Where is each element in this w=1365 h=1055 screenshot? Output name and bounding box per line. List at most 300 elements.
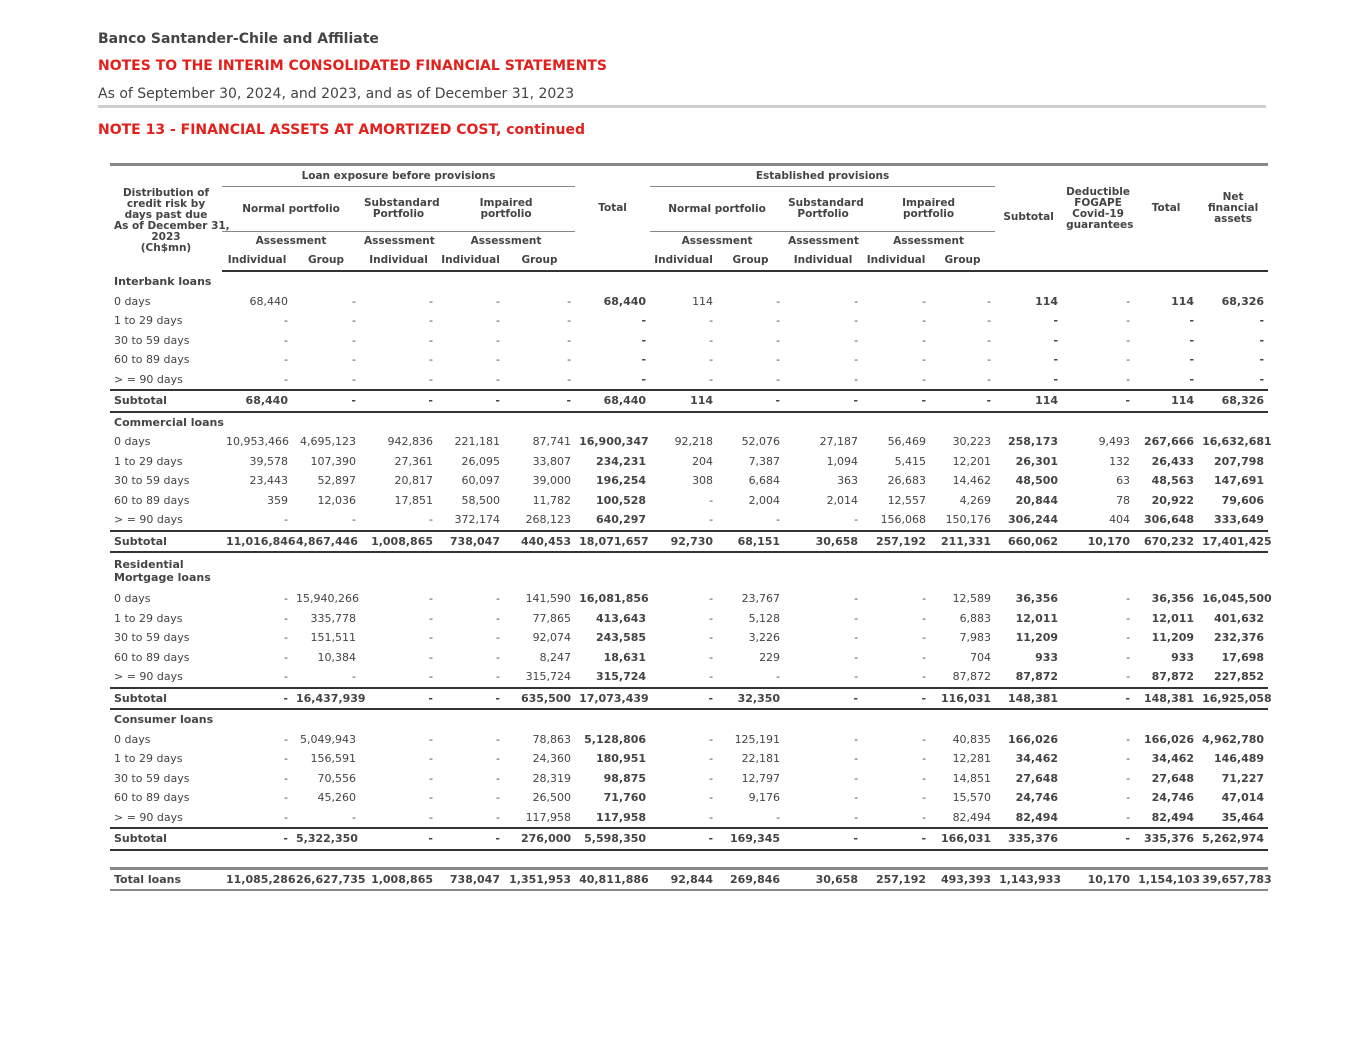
table-cell: - xyxy=(854,592,859,606)
section-header xyxy=(110,709,1268,730)
table-cell: 27,648 xyxy=(1015,771,1059,785)
table-cell: 98,875 xyxy=(603,771,647,785)
table-cell: - xyxy=(1126,611,1131,625)
table-cell: - xyxy=(922,353,927,367)
table-cell: - xyxy=(709,752,714,766)
table-cell: - xyxy=(429,611,433,625)
table-cell: 234,231 xyxy=(595,454,647,468)
row-label: 30 to 59 days xyxy=(114,333,190,347)
table-cell: 68,326 xyxy=(1198,390,1268,412)
table-cell: - xyxy=(496,333,500,347)
table-cell: 315,724 xyxy=(595,670,647,684)
table-cell: - xyxy=(1062,390,1134,412)
table-cell: 14,462 xyxy=(952,474,992,488)
table-cell: - xyxy=(360,688,437,710)
table-cell: - xyxy=(854,752,859,766)
table-cell: - xyxy=(352,353,356,367)
row-label: 60 to 89 days xyxy=(114,493,190,507)
table-cell: 40,835 xyxy=(952,732,992,746)
table-cell: 2,014 xyxy=(826,493,859,507)
table-cell: - xyxy=(1189,372,1195,386)
table-cell: 26,500 xyxy=(532,791,572,805)
table-cell: 413,643 xyxy=(595,611,647,625)
table-cell: 26,095 xyxy=(461,454,500,468)
table-cell: 114 xyxy=(1134,390,1198,412)
table-cell: 27,648 xyxy=(1151,771,1195,785)
row-label: Subtotal xyxy=(110,390,222,412)
table-cell: 227,852 xyxy=(1213,670,1265,684)
row-label: 1 to 29 days xyxy=(114,752,183,766)
table-cell: - xyxy=(854,670,859,684)
table-cell: - xyxy=(641,353,647,367)
table-cell: - xyxy=(922,771,927,785)
table-cell: 4,867,446 xyxy=(292,531,360,553)
table-cell: - xyxy=(1126,372,1131,386)
table-cell: - xyxy=(352,372,356,386)
table-cell: - xyxy=(429,791,433,805)
table-cell: 276,000 xyxy=(504,828,575,850)
table-cell: 147,691 xyxy=(1213,474,1265,488)
table-cell: - xyxy=(922,314,927,328)
table-cell: 116,031 xyxy=(930,688,995,710)
table-cell: 12,011 xyxy=(1151,611,1195,625)
table-cell: - xyxy=(284,791,288,805)
table-cell: - xyxy=(776,294,781,308)
table-row xyxy=(110,452,1268,472)
table-cell: - xyxy=(922,810,927,824)
table-cell: - xyxy=(1189,353,1195,367)
table-cell: 12,036 xyxy=(317,493,356,507)
table-cell: - xyxy=(496,771,500,785)
table-cell: - xyxy=(222,688,292,710)
table-cell: 32,350 xyxy=(717,688,784,710)
table-cell: 92,730 xyxy=(650,531,717,553)
table-cell: 132 xyxy=(1109,454,1131,468)
assessment-header: Assessment xyxy=(681,235,753,247)
table-cell: - xyxy=(1189,333,1195,347)
table-cell: 20,844 xyxy=(1015,493,1059,507)
table-cell: - xyxy=(1259,353,1265,367)
table-cell: - xyxy=(709,611,714,625)
table-cell: - xyxy=(352,314,356,328)
table-row xyxy=(110,471,1268,491)
table-cell: 440,453 xyxy=(504,531,575,553)
table-cell: - xyxy=(284,752,288,766)
table-cell: 180,951 xyxy=(595,752,647,766)
table-cell: 125,191 xyxy=(734,732,781,746)
table-row xyxy=(110,648,1268,668)
table-row xyxy=(110,510,1268,531)
table-cell: 151,511 xyxy=(310,631,356,645)
table-cell: 16,437,939 xyxy=(292,688,360,710)
table-cell: 11,782 xyxy=(532,493,572,507)
table-cell: 12,797 xyxy=(741,771,781,785)
table-cell: - xyxy=(650,688,717,710)
row-label: 1 to 29 days xyxy=(114,611,183,625)
table-row xyxy=(110,491,1268,511)
impaired-header: Impaired portfolio xyxy=(437,187,575,232)
table-cell: - xyxy=(1126,732,1131,746)
table-cell: - xyxy=(776,670,781,684)
table-cell: 40,811,886 xyxy=(575,868,650,890)
table-cell: 24,746 xyxy=(1015,791,1059,805)
table-cell: - xyxy=(429,810,433,824)
table-cell: - xyxy=(1259,333,1265,347)
table-cell: 5,128 xyxy=(748,611,781,625)
table-cell: 87,872 xyxy=(1015,670,1059,684)
table-cell: 9,493 xyxy=(1098,435,1131,449)
table-cell: 10,170 xyxy=(1062,531,1134,553)
table-cell: 47,014 xyxy=(1221,791,1265,805)
row-label: 60 to 89 days xyxy=(114,791,190,805)
table-cell: - xyxy=(496,670,500,684)
table-row xyxy=(110,769,1268,789)
row-label: > = 90 days xyxy=(114,670,183,684)
table-cell: 258,173 xyxy=(1007,435,1059,449)
table-cell: - xyxy=(496,650,500,664)
section-title: Residential Mortgage loans xyxy=(114,558,211,584)
table-cell: 9,176 xyxy=(748,791,781,805)
section-title: Commercial loans xyxy=(114,415,224,429)
table-cell: 166,026 xyxy=(1143,732,1195,746)
table-cell: 24,746 xyxy=(1151,791,1195,805)
table-cell: 117,958 xyxy=(525,810,572,824)
table-cell: 221,181 xyxy=(454,435,500,449)
table-cell: - xyxy=(987,353,992,367)
table-cell: - xyxy=(284,333,288,347)
prov-substandard-header: Substandard Portfolio xyxy=(784,187,862,232)
row-label: 0 days xyxy=(114,592,151,606)
table-cell: 45,260 xyxy=(317,791,356,805)
table-cell: - xyxy=(360,390,437,412)
table-cell: - xyxy=(567,372,572,386)
table-cell: 63 xyxy=(1116,474,1131,488)
table-cell: 16,632,681 xyxy=(1202,435,1272,449)
table-cell: 11,209 xyxy=(1015,631,1059,645)
table-cell: - xyxy=(784,390,862,412)
table-cell: - xyxy=(429,294,433,308)
table-cell: - xyxy=(717,390,784,412)
row-label: 0 days xyxy=(114,435,151,449)
table-cell: 17,698 xyxy=(1221,650,1265,664)
row-label: 60 to 89 days xyxy=(114,650,190,664)
assessment-header: Assessment xyxy=(470,235,542,247)
table-cell: - xyxy=(222,828,292,850)
table-cell: 12,589 xyxy=(952,592,992,606)
table-cell: 11,085,286 xyxy=(222,868,292,890)
table-cell: - xyxy=(987,333,992,347)
row-label: 0 days xyxy=(114,732,151,746)
table-cell: - xyxy=(776,314,781,328)
table-cell: - xyxy=(1126,631,1131,645)
row-label: 30 to 59 days xyxy=(114,631,190,645)
table-cell: 20,922 xyxy=(1151,493,1195,507)
fogape-header: Deductible FOGAPE Covid-19 guarantees xyxy=(1062,165,1134,252)
table-cell: 36,356 xyxy=(1151,592,1195,606)
table-cell: 87,872 xyxy=(952,670,992,684)
table-cell: - xyxy=(784,828,862,850)
table-cell: 68,440 xyxy=(603,294,647,308)
table-cell: 738,047 xyxy=(437,868,504,890)
section-title: Consumer loans xyxy=(114,713,214,727)
table-cell: 306,244 xyxy=(1007,513,1059,527)
table-cell: 39,000 xyxy=(532,474,572,488)
table-cell: - xyxy=(429,333,433,347)
table-cell: - xyxy=(641,333,647,347)
assessment-header: Assessment xyxy=(255,235,327,247)
table-cell: 68,326 xyxy=(1221,294,1265,308)
table-cell: - xyxy=(709,353,714,367)
table-cell: - xyxy=(496,810,500,824)
table-cell: - xyxy=(429,314,433,328)
section-title: Interbank loans xyxy=(114,275,212,289)
group-header: Group xyxy=(717,251,784,271)
table-cell: 5,049,943 xyxy=(300,732,356,746)
table-cell: 7,387 xyxy=(748,454,781,468)
row-label: Subtotal xyxy=(110,828,222,850)
table-cell: 23,767 xyxy=(741,592,781,606)
assessment-header: Assessment xyxy=(364,235,435,247)
table-cell: - xyxy=(429,353,433,367)
table-cell: 942,836 xyxy=(387,435,433,449)
table-cell: - xyxy=(1259,372,1265,386)
row-label: 30 to 59 days xyxy=(114,474,190,488)
table-cell: - xyxy=(284,592,288,606)
table-cell: 26,433 xyxy=(1151,454,1195,468)
table-cell: 56,469 xyxy=(887,435,927,449)
table-cell: - xyxy=(709,592,714,606)
table-cell: - xyxy=(854,314,859,328)
table-cell: 39,578 xyxy=(249,454,288,468)
table-cell: 114 xyxy=(1035,294,1059,308)
total-provisions-header: Total xyxy=(1134,165,1198,252)
table-row xyxy=(110,788,1268,808)
table-cell: - xyxy=(429,650,433,664)
table-cell: 4,962,780 xyxy=(1202,732,1265,746)
table-cell: 16,081,856 xyxy=(579,592,649,606)
table-cell: - xyxy=(1126,294,1131,308)
table-cell: - xyxy=(284,372,288,386)
table-cell: 660,062 xyxy=(995,531,1062,553)
table-cell: 48,563 xyxy=(1151,474,1195,488)
table-cell: 169,345 xyxy=(717,828,784,850)
table-cell: 315,724 xyxy=(525,670,572,684)
table-cell: - xyxy=(567,314,572,328)
table-cell: - xyxy=(862,390,930,412)
table-cell: 36,356 xyxy=(1015,592,1059,606)
table-cell: - xyxy=(862,688,930,710)
company-name: Banco Santander-Chile and Affiliate xyxy=(98,31,379,47)
table-cell: 92,844 xyxy=(650,868,717,890)
table-cell: 68,440 xyxy=(249,294,288,308)
individual-header: Individual xyxy=(437,251,504,271)
table-cell: - xyxy=(922,592,927,606)
table-cell: 1,008,865 xyxy=(360,531,437,553)
table-cell: 17,851 xyxy=(394,493,433,507)
table-cell: - xyxy=(922,732,927,746)
table-cell: - xyxy=(709,650,714,664)
table-cell: - xyxy=(1053,333,1059,347)
table-cell: - xyxy=(292,390,360,412)
table-cell: - xyxy=(709,493,714,507)
table-cell: - xyxy=(352,294,356,308)
table-cell: - xyxy=(437,688,504,710)
table-cell: - xyxy=(1126,353,1131,367)
table-cell: - xyxy=(922,791,927,805)
table-cell: - xyxy=(854,333,859,347)
table-cell: 78 xyxy=(1116,493,1131,507)
table-cell: - xyxy=(352,333,356,347)
normal-portfolio-header: Normal portfolio xyxy=(222,187,360,232)
table-cell: - xyxy=(854,353,859,367)
table-cell: 22,181 xyxy=(741,752,781,766)
table-cell: 26,301 xyxy=(1015,454,1059,468)
table-cell: 156,591 xyxy=(310,752,356,766)
table-cell: 5,598,350 xyxy=(575,828,650,850)
table-cell: - xyxy=(496,791,500,805)
note-title: NOTE 13 - FINANCIAL ASSETS AT AMORTIZED COST, continued xyxy=(98,122,586,138)
table-cell: - xyxy=(567,353,572,367)
table-cell: 114 xyxy=(650,390,717,412)
table-cell: - xyxy=(709,670,714,684)
table-cell: 335,376 xyxy=(995,828,1062,850)
table-cell: 6,684 xyxy=(748,474,781,488)
table-cell: - xyxy=(854,611,859,625)
table-cell: 166,031 xyxy=(930,828,995,850)
table-cell: 71,227 xyxy=(1221,771,1265,785)
table-cell: 3,226 xyxy=(748,631,781,645)
row-label: Subtotal xyxy=(110,531,222,553)
total-header-blank xyxy=(575,251,650,271)
table-cell: - xyxy=(429,372,433,386)
table-cell: - xyxy=(987,294,992,308)
table-cell: 87,872 xyxy=(1151,670,1195,684)
table-cell: 204 xyxy=(692,454,714,468)
table-cell: 34,462 xyxy=(1015,752,1059,766)
table-cell: 640,297 xyxy=(595,513,647,527)
table-cell: - xyxy=(709,314,714,328)
table-cell: 933 xyxy=(1035,650,1059,664)
table-cell: 20,817 xyxy=(394,474,433,488)
table-cell: 48,500 xyxy=(1015,474,1059,488)
table-cell: 30,223 xyxy=(952,435,992,449)
table-cell: - xyxy=(776,513,781,527)
table-cell: - xyxy=(1126,592,1131,606)
table-row xyxy=(110,589,1268,609)
table-cell: 35,464 xyxy=(1221,810,1265,824)
table-cell: - xyxy=(1062,688,1134,710)
table-cell: 28,319 xyxy=(532,771,572,785)
table-cell: - xyxy=(776,353,781,367)
table-cell: 23,443 xyxy=(249,474,288,488)
table-cell: 30,658 xyxy=(784,868,862,890)
table-cell: 77,865 xyxy=(532,611,572,625)
table-cell: 363 xyxy=(837,474,859,488)
table-cell: 11,016,846 xyxy=(222,531,292,553)
table-cell: 15,940,266 xyxy=(296,592,359,606)
row-label: 0 days xyxy=(114,294,151,308)
table-cell: 359 xyxy=(267,493,288,507)
table-cell: - xyxy=(854,631,859,645)
table-cell: - xyxy=(1126,791,1131,805)
table-cell: - xyxy=(284,631,288,645)
table-cell: 114 xyxy=(1171,294,1195,308)
table-cell: - xyxy=(1259,314,1265,328)
row-label: > = 90 days xyxy=(114,810,183,824)
table-cell: - xyxy=(922,631,927,645)
table-cell: - xyxy=(650,828,717,850)
table-cell: 4,269 xyxy=(959,493,992,507)
row-label: 60 to 89 days xyxy=(114,353,190,367)
table-cell: - xyxy=(922,372,927,386)
table-row xyxy=(110,749,1268,769)
table-cell: 333,649 xyxy=(1213,513,1265,527)
table-cell: - xyxy=(496,732,500,746)
table-cell: - xyxy=(776,333,781,347)
table-cell: 58,500 xyxy=(461,493,500,507)
table-cell: - xyxy=(284,771,288,785)
table-cell: 211,331 xyxy=(930,531,995,553)
table-cell: - xyxy=(776,372,781,386)
table-cell: 14,851 xyxy=(952,771,992,785)
table-cell: - xyxy=(709,513,714,527)
row-label: 1 to 29 days xyxy=(114,454,183,468)
table-cell: 11,209 xyxy=(1151,631,1195,645)
table-cell: 16,045,500 xyxy=(1202,592,1272,606)
table-cell: 71,760 xyxy=(603,791,647,805)
group-header: Group xyxy=(930,251,995,271)
individual-header: Individual xyxy=(650,251,717,271)
table-cell: 267,666 xyxy=(1143,435,1195,449)
table-cell: - xyxy=(641,372,647,386)
table-cell: - xyxy=(429,631,433,645)
table-cell: - xyxy=(496,631,500,645)
table-cell: - xyxy=(567,333,572,347)
table-cell: - xyxy=(862,828,930,850)
table-cell: - xyxy=(352,670,356,684)
table-cell: 1,351,953 xyxy=(504,868,575,890)
section-header xyxy=(110,412,1268,433)
table-cell: 16,925,058 xyxy=(1198,688,1268,710)
table-cell: 114 xyxy=(692,294,714,308)
table-cell: - xyxy=(284,650,288,664)
table-cell: 12,011 xyxy=(1015,611,1059,625)
table-cell: 107,390 xyxy=(310,454,356,468)
table-cell: 92,218 xyxy=(674,435,714,449)
table-cell: 5,322,350 xyxy=(292,828,360,850)
notes-title: NOTES TO THE INTERIM CONSOLIDATED FINANCIAL STATEMENTS xyxy=(98,58,607,74)
table-cell: 5,415 xyxy=(894,454,927,468)
table-cell: - xyxy=(776,810,781,824)
table-cell: 6,883 xyxy=(959,611,992,625)
table-cell: - xyxy=(567,294,572,308)
table-cell: 229 xyxy=(759,650,781,664)
table-cell: - xyxy=(496,353,500,367)
table-cell: 26,627,735 xyxy=(292,868,360,890)
table-cell: 156,068 xyxy=(880,513,927,527)
table-cell: 401,632 xyxy=(1213,611,1265,625)
table-cell: 68,151 xyxy=(717,531,784,553)
table-row xyxy=(110,808,1268,829)
table-cell: - xyxy=(930,390,995,412)
table-cell: - xyxy=(437,390,504,412)
table-cell: - xyxy=(504,390,575,412)
table-cell: - xyxy=(1126,810,1131,824)
table-cell: 933 xyxy=(1171,650,1195,664)
net-assets-header: Net financial assets xyxy=(1198,165,1268,252)
table-cell: 308 xyxy=(692,474,714,488)
table-cell: - xyxy=(1189,314,1195,328)
